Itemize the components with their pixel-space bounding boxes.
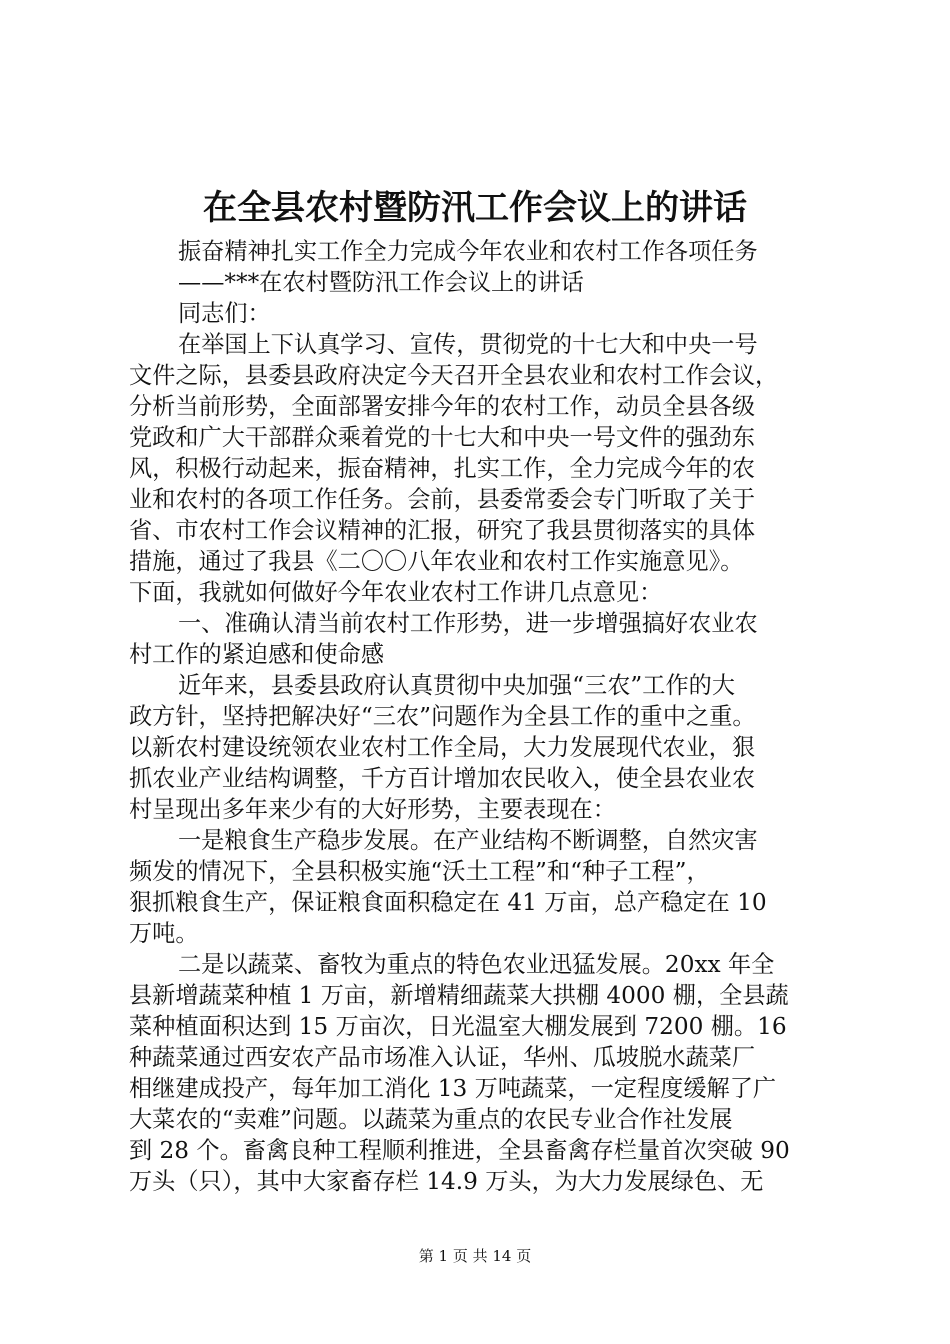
body-line: 村呈现出多年来少有的大好形势，主要表现在： xyxy=(129,796,616,823)
body-line: 近年来，县委县政府认真贯彻中央加强“三农”工作的大 xyxy=(178,672,736,699)
body-line: 菜种植面积达到 15 万亩次，日光温室大棚发展到 7200 棚。16 xyxy=(129,1013,787,1040)
section-heading-line: 一、准确认清当前农村工作形势，进一步增强搞好农业农 xyxy=(178,610,758,637)
body-line: 分析当前形势，全面部署安排今年的农村工作，动员全县各级 xyxy=(129,393,756,420)
body-line: 省、市农村工作会议精神的汇报，研究了我县贯彻落实的具体 xyxy=(129,517,756,544)
body-line: 万头（只），其中大家畜存栏 14.9 万头，为大力发展绿色、无 xyxy=(129,1168,764,1195)
section-heading-line: 村工作的紧迫感和使命感 xyxy=(129,641,385,668)
body-line: 频发的情况下，全县积极实施“沃土工程”和“种子工程”， xyxy=(129,858,710,885)
body-line: 政方针，坚持把解决好“三农”问题作为全县工作的重中之重。 xyxy=(129,703,756,730)
page-footer: 第 1 页 共 14 页 xyxy=(418,1247,532,1265)
salutation-line: 同志们： xyxy=(178,300,271,327)
body-line: 文件之际，县委县政府决定今天召开全县农业和农村工作会议， xyxy=(129,362,779,389)
body-line: 一是粮食生产稳步发展。在产业结构不断调整，自然灾害 xyxy=(178,827,758,854)
body-line: 狠抓粮食生产，保证粮食面积稳定在 41 万亩，总产稳定在 10 xyxy=(129,889,767,916)
body-line: 风，积极行动起来，振奋精神，扎实工作，全力完成今年的农 xyxy=(129,455,756,482)
body-line: 种蔬菜通过西安农产品市场准入认证，华州、瓜坡脱水蔬菜厂 xyxy=(129,1044,756,1071)
body-line: 万吨。 xyxy=(129,920,199,947)
body-line: 下面，我就如何做好今年农业农村工作讲几点意见： xyxy=(129,579,663,606)
body-line: 相继建成投产，每年加工消化 13 万吨蔬菜，一定程度缓解了广 xyxy=(129,1075,777,1102)
body-line: 二是以蔬菜、畜牧为重点的特色农业迅猛发展。20xx 年全 xyxy=(178,951,775,978)
body-line: 大菜农的“卖难”问题。以蔬菜为重点的农民专业合作社发展 xyxy=(129,1106,733,1133)
subtitle-line: 振奋精神扎实工作全力完成今年农业和农村工作各项任务 xyxy=(178,238,758,265)
body-line: 抓农业产业结构调整，千方百计增加农民收入，使全县农业农 xyxy=(129,765,756,792)
body-line: 业和农村的各项工作任务。会前，县委常委会专门听取了关于 xyxy=(129,486,756,513)
body-line: 县新增蔬菜种植 1 万亩，新增精细蔬菜大拱棚 4000 棚，全县蔬 xyxy=(129,982,789,1009)
body-line: 以新农村建设统领农业农村工作全局，大力发展现代农业，狠 xyxy=(129,734,756,761)
body-line: 到 28 个。畜禽良种工程顺利推进，全县畜禽存栏量首次突破 90 xyxy=(129,1137,790,1164)
body-line: 措施，通过了我县《二〇〇八年农业和农村工作实施意见》。 xyxy=(129,548,744,575)
body-line: 党政和广大干部群众乘着党的十七大和中央一号文件的强劲东 xyxy=(129,424,756,451)
subtitle-speaker-line: ——***在农村暨防汛工作会议上的讲话 xyxy=(178,269,584,296)
body-line: 在举国上下认真学习、宣传，贯彻党的十七大和中央一号 xyxy=(178,331,758,358)
document-title: 在全县农村暨防汛工作会议上的讲话 xyxy=(203,188,747,228)
